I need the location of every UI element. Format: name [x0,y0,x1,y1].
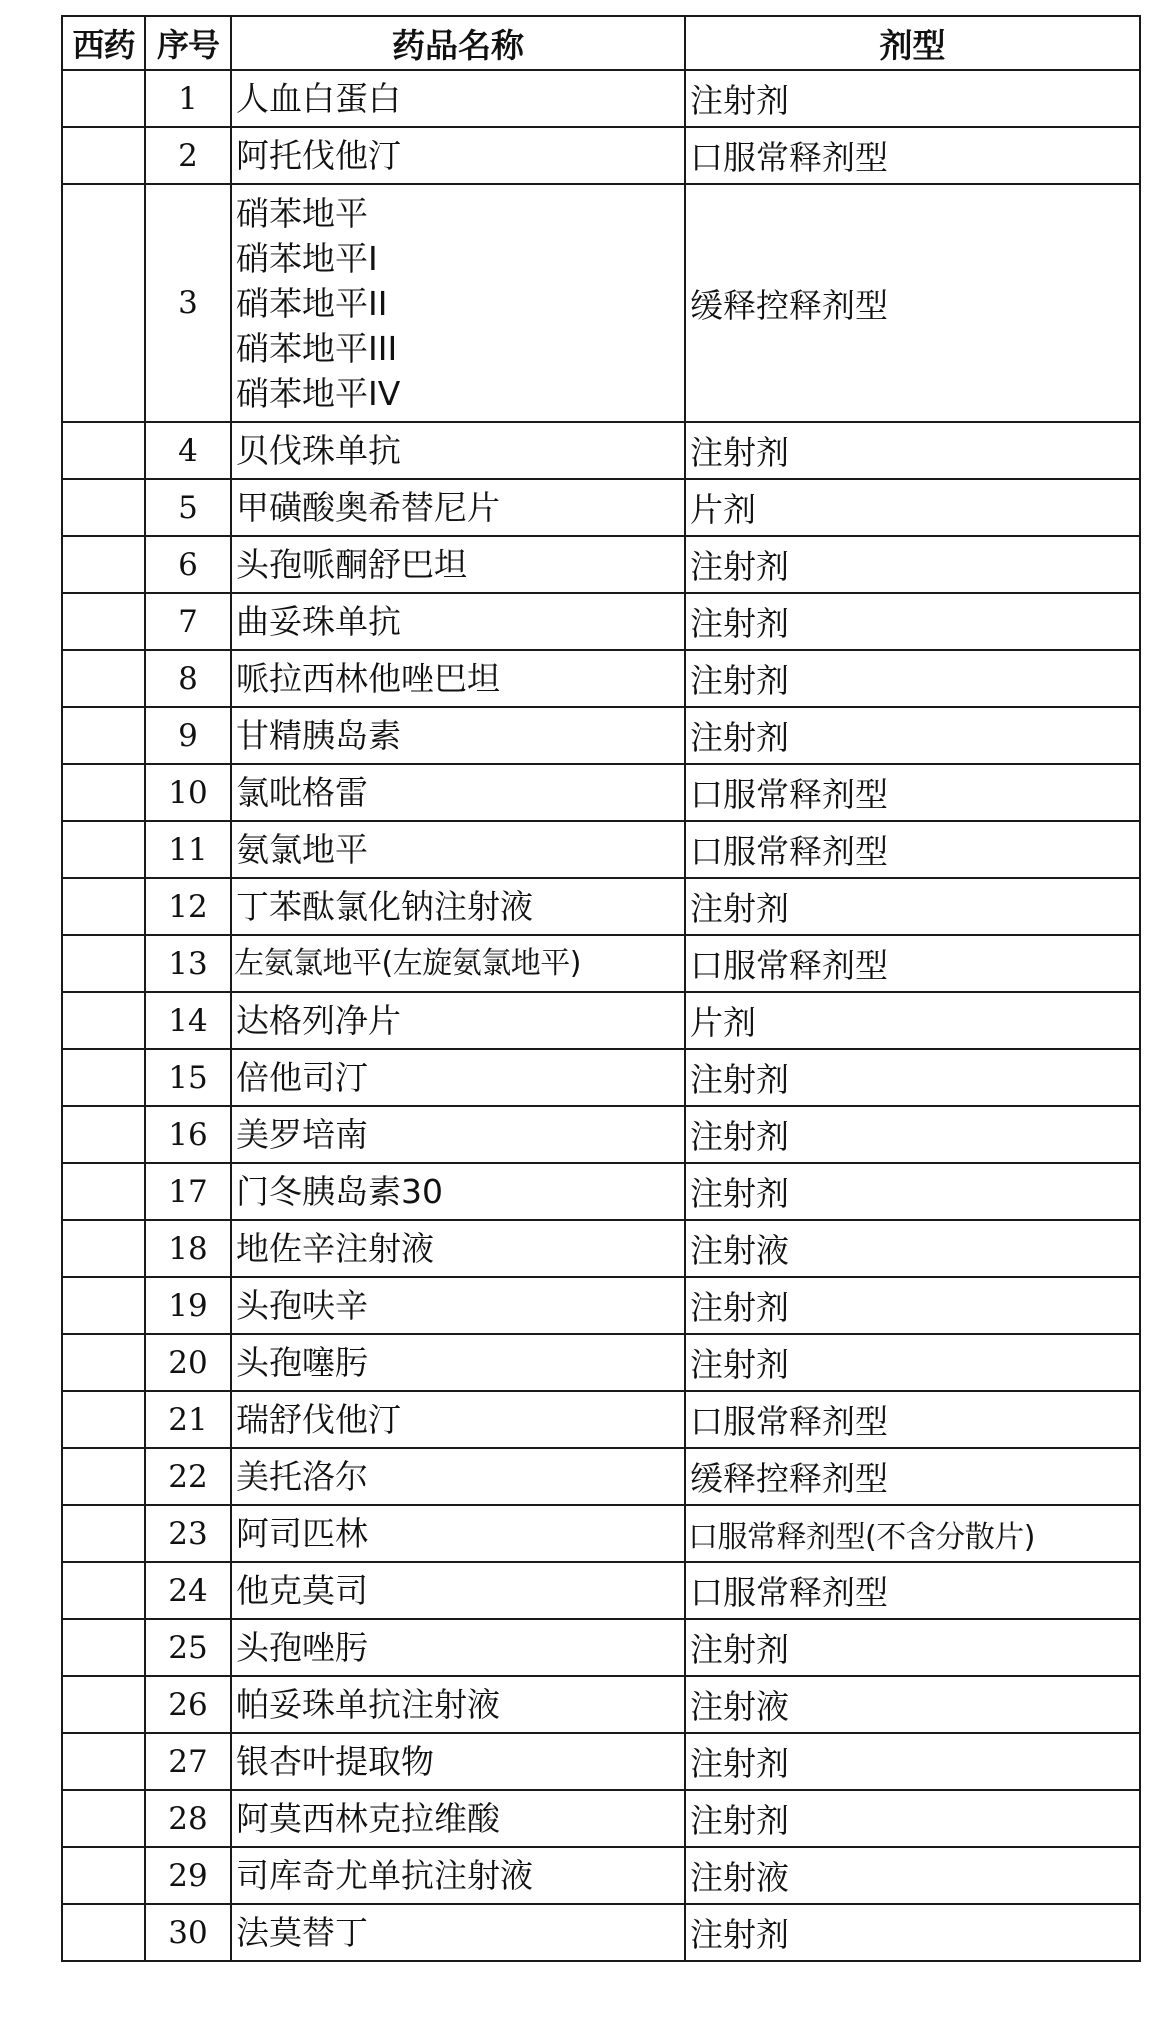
category-cell [62,1220,145,1277]
category-cell [62,70,145,127]
drug-name-cell [231,593,685,650]
index-cell: 15 [145,1049,231,1106]
drug-name-cell [231,1049,685,1106]
drug-name-line: 阿托伐他汀 [236,136,401,175]
table-row [62,821,1140,878]
header-dosage-form: 剂型 [685,16,1140,70]
dosage-form-cell: 注射液 [685,1676,1140,1733]
index-cell: 6 [145,536,231,593]
header-drug-name: 药品名称 [231,16,685,70]
dosage-form-cell: 口服常释剂型 [685,1562,1140,1619]
drug-name-cell [231,1391,685,1448]
table-body [62,70,1140,1961]
drug-name-cell [231,878,685,935]
drug-name-cell [231,1790,685,1847]
table-row [62,1562,1140,1619]
category-cell [62,764,145,821]
dosage-form-cell: 片剂 [685,992,1140,1049]
table-row [62,127,1140,184]
category-cell [62,1562,145,1619]
index-cell: 16 [145,1106,231,1163]
drug-name-line: 硝苯地平II [236,283,388,323]
table-row [62,1049,1140,1106]
dosage-form-cell: 片剂 [685,479,1140,536]
drug-name-line: 甘精胰岛素 [236,716,401,755]
index-cell: 22 [145,1448,231,1505]
drug-name-line: 头孢唑肟 [236,1628,368,1667]
table-row [62,1904,1140,1961]
drug-name-line: 门冬胰岛素30 [236,1172,443,1211]
index-cell: 26 [145,1676,231,1733]
drug-name-line: 他克莫司 [236,1571,368,1610]
index-cell: 12 [145,878,231,935]
drug-name-line: 甲磺酸奥希替尼片 [236,488,500,527]
dosage-form-cell: 缓释控释剂型 [685,1448,1140,1505]
index-cell: 3 [145,184,231,422]
category-cell [62,1049,145,1106]
index-cell: 28 [145,1790,231,1847]
table-row [62,536,1140,593]
drug-name-cell [231,764,685,821]
category-cell [62,1163,145,1220]
drug-name-cell [231,536,685,593]
index-cell: 5 [145,479,231,536]
drug-name-cell [231,422,685,479]
category-cell [62,1847,145,1904]
dosage-form-cell: 注射剂 [685,1790,1140,1847]
table-row [62,1277,1140,1334]
drug-name-line: 头孢哌酮舒巴坦 [236,545,467,584]
dosage-form-cell: 注射剂 [685,707,1140,764]
table-row [62,1676,1140,1733]
drug-name-line: 帕妥珠单抗注射液 [236,1685,500,1724]
drug-name-line: 氯吡格雷 [236,773,368,812]
dosage-form-cell: 注射剂 [685,1904,1140,1961]
dosage-form-cell: 注射剂 [685,650,1140,707]
drug-name-cell [231,184,685,422]
drug-name-line: 左氨氯地平(左旋氨氯地平) [234,946,581,981]
category-cell [62,707,145,764]
drug-name-cell [231,1334,685,1391]
index-cell: 18 [145,1220,231,1277]
drug-name-line: 曲妥珠单抗 [236,602,401,641]
drug-name-line: 硝苯地平I [236,238,378,278]
index-cell: 4 [145,422,231,479]
index-cell: 25 [145,1619,231,1676]
drug-name-line: 倍他司汀 [236,1058,368,1097]
category-cell [62,1106,145,1163]
drug-name-cell [231,1277,685,1334]
dosage-form-cell: 注射液 [685,1220,1140,1277]
drug-name-cell [231,1733,685,1790]
header-category: 西药 [62,16,145,70]
dosage-form-cell: 缓释控释剂型 [685,184,1140,422]
index-cell: 27 [145,1733,231,1790]
drug-name-cell [231,992,685,1049]
index-cell: 17 [145,1163,231,1220]
table-row [62,593,1140,650]
category-cell [62,935,145,992]
table-header-row [62,16,1140,70]
table-row [62,707,1140,764]
drug-name-cell [231,650,685,707]
index-cell: 9 [145,707,231,764]
table-row [62,1790,1140,1847]
category-cell [62,1334,145,1391]
table-row [62,764,1140,821]
drug-name-cell [231,1106,685,1163]
drug-name-cell [231,479,685,536]
table-row [62,1391,1140,1448]
drug-name-cell [231,935,685,992]
drug-name-line: 阿莫西林克拉维酸 [236,1799,500,1838]
dosage-form-cell: 注射液 [685,1847,1140,1904]
dosage-form-cell: 注射剂 [685,1619,1140,1676]
drug-name-line: 银杏叶提取物 [236,1742,434,1781]
category-cell [62,1904,145,1961]
category-cell [62,536,145,593]
category-cell [62,184,145,422]
drug-name-line: 头孢呋辛 [236,1286,368,1325]
drug-name-line: 贝伐珠单抗 [236,431,401,470]
table-row [62,422,1140,479]
category-cell [62,878,145,935]
table-row [62,1847,1140,1904]
index-cell: 13 [145,935,231,992]
dosage-form-cell: 注射剂 [685,593,1140,650]
drug-name-line: 丁苯酞氯化钠注射液 [236,887,533,926]
dosage-form-cell: 口服常释剂型 [685,127,1140,184]
dosage-form-cell: 注射剂 [685,1733,1140,1790]
category-cell [62,1505,145,1562]
index-cell: 8 [145,650,231,707]
dosage-form-cell: 注射剂 [685,422,1140,479]
dosage-form-cell: 口服常释剂型 [685,821,1140,878]
drug-name-line: 瑞舒伐他汀 [236,1400,401,1439]
dosage-form-cell: 口服常释剂型 [685,935,1140,992]
category-cell [62,821,145,878]
dosage-form-cell: 注射剂 [685,70,1140,127]
dosage-form-cell: 口服常释剂型 [685,764,1140,821]
drug-name-cell [231,70,685,127]
drug-name-line: 硝苯地平III [236,328,398,368]
index-cell: 24 [145,1562,231,1619]
drug-name-cell [231,1619,685,1676]
category-cell [62,479,145,536]
drug-name-line: 法莫替丁 [236,1913,368,1952]
drug-name-line: 阿司匹林 [236,1514,368,1553]
drug-name-cell [231,1847,685,1904]
drug-name-line: 美罗培南 [236,1115,368,1154]
dosage-form-cell: 注射剂 [685,1334,1140,1391]
drug-name-line: 硝苯地平IV [236,373,401,413]
index-cell: 20 [145,1334,231,1391]
table-row [62,878,1140,935]
index-cell: 29 [145,1847,231,1904]
table-row [62,70,1140,127]
drug-name-cell [231,127,685,184]
index-cell: 11 [145,821,231,878]
drug-name-cell [231,1448,685,1505]
category-cell [62,1391,145,1448]
index-cell: 14 [145,992,231,1049]
dosage-form-cell: 注射剂 [685,878,1140,935]
category-cell [62,422,145,479]
index-cell: 30 [145,1904,231,1961]
dosage-form-cell: 口服常释剂型 [685,1391,1140,1448]
index-cell: 23 [145,1505,231,1562]
table-row [62,1448,1140,1505]
drug-list-sheet [61,15,1141,1962]
dosage-form-cell: 注射剂 [685,536,1140,593]
category-cell [62,1676,145,1733]
drug-name-cell [231,1505,685,1562]
drug-name-cell [231,1562,685,1619]
drug-name-cell [231,1676,685,1733]
table-row [62,479,1140,536]
drug-name-line: 硝苯地平 [236,193,368,233]
drug-name-line: 地佐辛注射液 [236,1229,434,1268]
category-cell [62,992,145,1049]
table-row [62,1334,1140,1391]
drug-name-line: 司库奇尤单抗注射液 [236,1856,533,1895]
table-row [62,992,1140,1049]
drug-table [61,15,1141,1962]
drug-name-line: 头孢噻肟 [236,1343,368,1382]
category-cell [62,1619,145,1676]
index-cell: 2 [145,127,231,184]
index-cell: 10 [145,764,231,821]
table-row [62,1505,1140,1562]
category-cell [62,650,145,707]
table-row [62,1733,1140,1790]
dosage-form-cell: 注射剂 [685,1163,1140,1220]
index-cell: 19 [145,1277,231,1334]
dosage-form-cell: 注射剂 [685,1049,1140,1106]
drug-name-line: 美托洛尔 [236,1457,368,1496]
table-row [62,1163,1140,1220]
drug-name-cell [231,1163,685,1220]
drug-name-cell [231,1904,685,1961]
dosage-form-cell: 注射剂 [685,1277,1140,1334]
table-row [62,1106,1140,1163]
header-index: 序号 [145,16,231,70]
table-row [62,935,1140,992]
index-cell: 21 [145,1391,231,1448]
category-cell [62,1733,145,1790]
index-cell: 7 [145,593,231,650]
index-cell: 1 [145,70,231,127]
dosage-form-cell: 注射剂 [685,1106,1140,1163]
category-cell [62,593,145,650]
category-cell [62,1790,145,1847]
category-cell [62,1277,145,1334]
drug-name-line: 达格列净片 [236,1001,401,1040]
table-row [62,1619,1140,1676]
table-row [62,1220,1140,1277]
category-cell [62,127,145,184]
drug-name-line: 人血白蛋白 [236,79,401,118]
drug-name-cell [231,707,685,764]
drug-name-line: 哌拉西林他唑巴坦 [236,659,500,698]
table-row [62,184,1140,422]
table-row [62,650,1140,707]
category-cell [62,1448,145,1505]
drug-name-line: 氨氯地平 [236,830,368,869]
drug-name-cell [231,1220,685,1277]
dosage-form-cell: 口服常释剂型(不含分散片) [685,1505,1140,1562]
drug-name-cell [231,821,685,878]
